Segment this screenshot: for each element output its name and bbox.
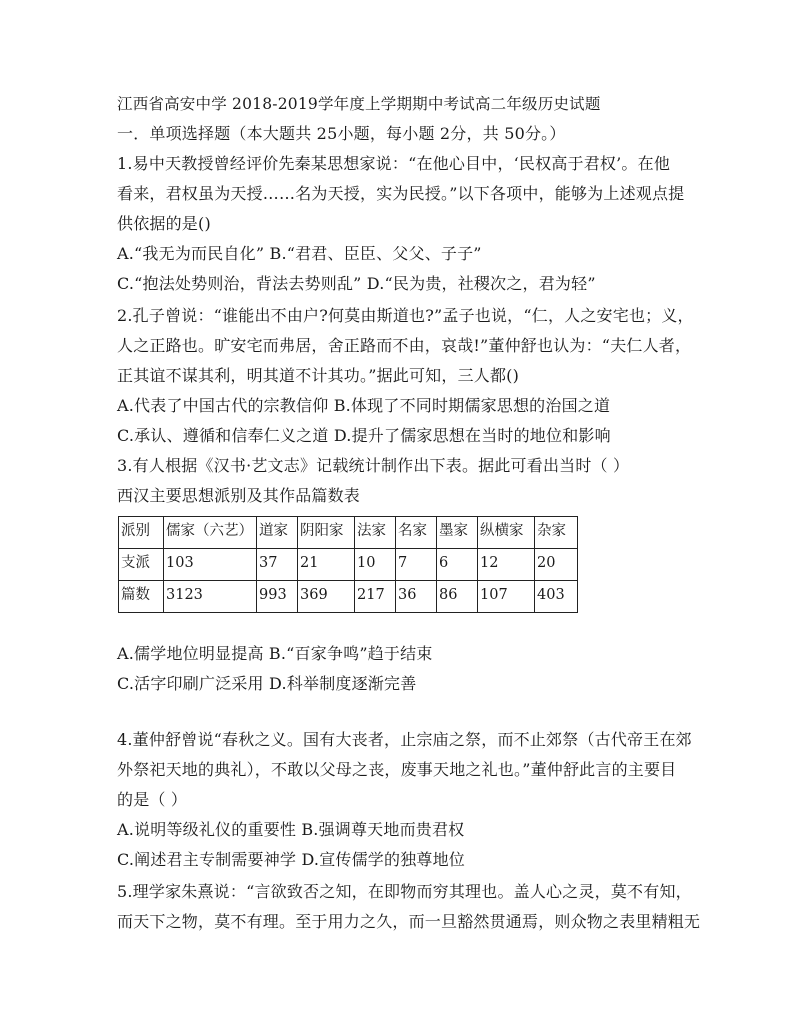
- table-cell: 3123: [164, 581, 257, 613]
- table-cell: 217: [355, 581, 396, 613]
- question-2-line-2: 人之正路也。旷安宅而弗居，舍正路而不由，哀哉!”董仲舒也认为：“夫仁人者，: [117, 336, 692, 355]
- table-cell: 6: [437, 549, 478, 581]
- table-header-cell: 法家: [355, 517, 396, 549]
- question-1-line-1: 1.易中天教授曾经评价先秦某思想家说：“在他心目中，‘民权高于君权’。在他: [117, 154, 671, 173]
- table-cell: 篇数: [119, 581, 164, 613]
- table-cell: 369: [298, 581, 355, 613]
- question-2-line-3: 正其谊不谋其利，明其道不计其功。”据此可知，三人都(): [117, 366, 520, 385]
- question-4-line-1: 4.董仲舒曾说“春秋之义。国有大丧者，止宗庙之祭，而不止郊祭（古代帝王在郊: [117, 730, 692, 749]
- question-1-line-3: 供依据的是(): [117, 214, 211, 233]
- question-1-options-ab: A.“我无为而民自化” B.“君君、臣臣、父父、子子”: [117, 244, 482, 263]
- question-4-line-2: 外祭祀天地的典礼），不敢以父母之丧，废事天地之礼也。”董仲舒此言的主要目: [117, 760, 677, 779]
- table-header-cell: 纵横家: [478, 517, 535, 549]
- table-cell: 403: [535, 581, 578, 613]
- table-row: [119, 549, 578, 581]
- table-header-cell: 派别: [119, 517, 164, 549]
- table-header-row: [119, 517, 578, 549]
- table-cell: 993: [257, 581, 298, 613]
- table-header-cell: 杂家: [535, 517, 578, 549]
- table-header-cell: 道家: [257, 517, 298, 549]
- question-4-options-ab: A.说明等级礼仪的重要性 B.强调尊天地而贵君权: [117, 820, 465, 839]
- table-header-cell: 儒家（六艺）: [164, 517, 257, 549]
- question-4-line-3: 的是（ ）: [117, 790, 188, 809]
- table-cell: 20: [535, 549, 578, 581]
- question-3-line-1: 3.有人根据《汉书·艺文志》记载统计制作出下表。据此可看出当时（ ）: [117, 456, 630, 475]
- table-row: [119, 581, 578, 613]
- section-heading: 一．单项选择题（本大题共 25小题，每小题 2分，共 50分。）: [117, 124, 566, 143]
- table-cell: 37: [257, 549, 298, 581]
- question-2-options-ab: A.代表了中国古代的宗教信仰 B.体现了不同时期儒家思想的治国之道: [117, 396, 611, 415]
- table-header-cell: 阴阳家: [298, 517, 355, 549]
- table-cell: 7: [396, 549, 437, 581]
- question-3-options-cd: C.活字印刷广泛采用 D.科举制度逐渐完善: [117, 674, 417, 693]
- table-header-cell: 墨家: [437, 517, 478, 549]
- question-5-line-2: 而天下之物，莫不有理。至于用力之久，而一旦豁然贯通焉，则众物之表里精粗无: [117, 912, 701, 931]
- table-cell: 12: [478, 549, 535, 581]
- table-cell: 86: [437, 581, 478, 613]
- schools-works-table: [118, 516, 578, 613]
- question-4-options-cd: C.阐述君主专制需要神学 D.宣传儒学的独尊地位: [117, 850, 465, 869]
- table-header-cell: 名家: [396, 517, 437, 549]
- table-caption: 西汉主要思想派别及其作品篇数表: [117, 486, 361, 505]
- question-1-line-2: 看来，君权虽为天授……名为天授，实为民授。”以下各项中，能够为上述观点提: [117, 184, 685, 203]
- question-2-options-cd: C.承认、遵循和信奉仁义之道 D.提升了儒家思想在当时的地位和影响: [117, 426, 611, 445]
- question-5-line-1: 5.理学家朱熹说：“言欲致否之知，在即物而穷其理也。盖人心之灵，莫不有知，: [117, 882, 692, 901]
- table-cell: 10: [355, 549, 396, 581]
- table-cell: 21: [298, 549, 355, 581]
- table-cell: 支派: [119, 549, 164, 581]
- question-1-options-cd: C.“抱法处势则治，背法去势则乱” D.“民为贵，社稷次之，君为轻”: [117, 274, 596, 293]
- exam-title: 江西省高安中学 2018-2019学年度上学期期中考试高二年级历史试题: [117, 95, 601, 113]
- question-2-line-1: 2.孔子曾说：“谁能出不由户?何莫由斯道也?”孟子也说，“仁，人之安宅也；义，: [117, 306, 694, 325]
- table-cell: 107: [478, 581, 535, 613]
- table-cell: 36: [396, 581, 437, 613]
- question-3-options-ab: A.儒学地位明显提高 B.“百家争鸣”趋于结束: [117, 644, 433, 663]
- table-cell: 103: [164, 549, 257, 581]
